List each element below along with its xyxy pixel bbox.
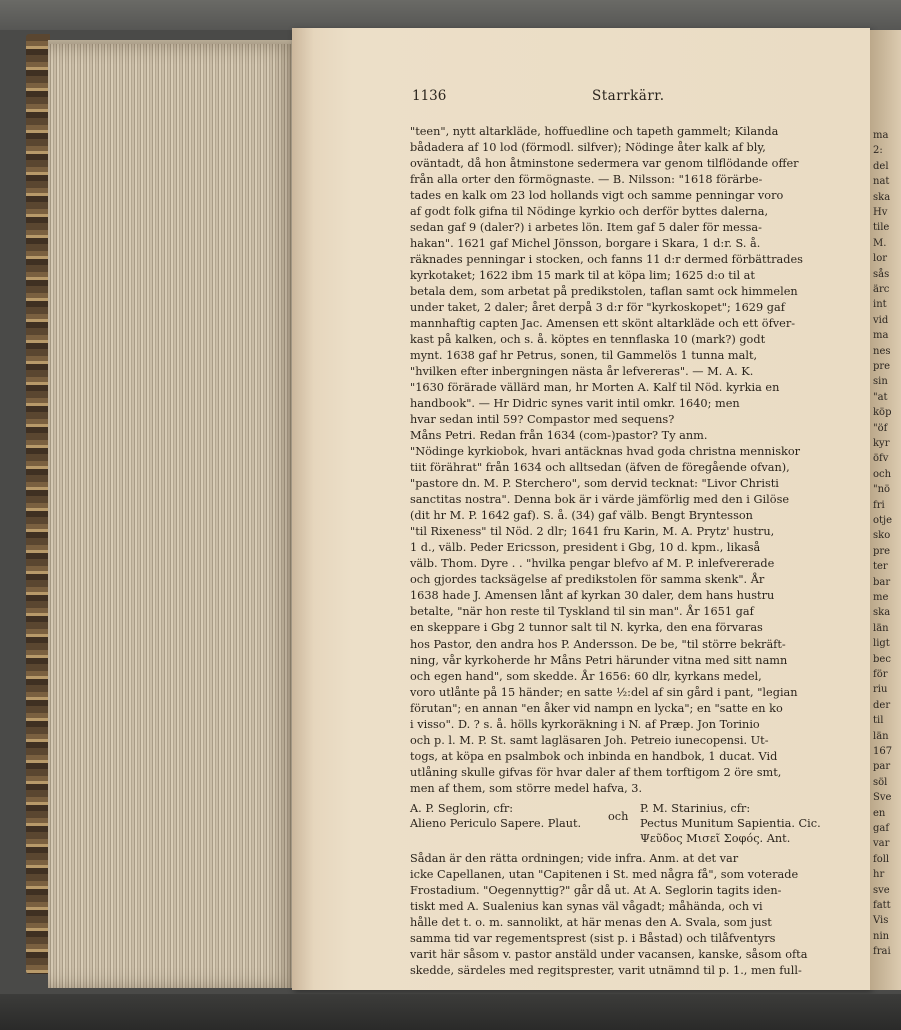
facing-page-fragment: "at [873, 391, 888, 403]
text-line: oväntadt, då hon åtminstone sedermera var genom tilflödande offer [410, 157, 799, 171]
facing-page-fragment: pre [873, 361, 891, 372]
paragraph-1 [410, 124, 840, 428]
text-line: i visso". D. ? s. å. hölls kyrkoräkning i N. af Præp. Jon Torinio [410, 717, 760, 731]
facing-page-fragment: nin [873, 930, 890, 942]
text-line: och p. l. M. P. St. samt lagläsaren Joh. Petreio iunecopensi. Ut- [410, 733, 769, 747]
motto-pair [410, 801, 840, 851]
text-line: Frostadium. "Oegennyttig?" går då ut. At A. Seglorin tagits iden- [410, 883, 782, 897]
facing-page-fragment: frai [873, 946, 891, 958]
text-line: "pastore dn. M. P. Sterchero", som dervid tecknat: "Livor Christi [410, 477, 779, 491]
text-line: "teen", nytt altarkläde, hoffuedline och tapeth gammelt; Kilanda [410, 125, 779, 138]
text-line: hakan". 1621 gaf Michel Jönsson, borgare i Skara, 1 d:r. S. å. [410, 237, 761, 251]
text-line: icke Capellanen, utan "Capitenen i St. med några få", som voterade [410, 867, 799, 881]
facing-page-fragment: me [873, 592, 889, 603]
text-line: "hvilken efter inbergningen nästa år lefvereras". — M. A. K. [410, 365, 754, 379]
facing-page-fragment: nat [873, 176, 890, 188]
text-line: voro utlånte på 15 händer; en satte ½:del af sin gård i pant, "legian [410, 685, 798, 699]
facing-page-fragment: til [873, 715, 884, 727]
facing-page-fragment: del [873, 160, 889, 172]
background-top [0, 0, 901, 30]
motto-right-greek: Ψεῦδος Μισεῖ Σοφός. Ant. [640, 831, 791, 845]
facing-page-fragment: för [873, 669, 888, 680]
motto-left [410, 801, 581, 831]
text-line: af godt folk gifna til Nödinge kyrkio och derför byttes dalerna, [410, 205, 769, 219]
running-head: Starrkärr. [592, 88, 665, 104]
background-bottom [0, 994, 901, 1030]
text-line: 1638 hade J. Amensen lånt af kyrkan 30 daler, dem hans hustru [410, 589, 775, 603]
text-line: varit här såsom v. pastor anstäld under vacansen, kanske, såsom ofta [410, 947, 808, 961]
facing-page-fragment: köp [873, 407, 892, 419]
motto-right-name: P. M. Starinius, cfr: [640, 801, 751, 815]
facing-page-fragment: ma [873, 330, 889, 342]
facing-page-fragment: ter [873, 561, 888, 573]
book-cover-edge [26, 34, 50, 974]
text-line: tades en kalk om 23 lod hollands vigt och samme penningar voro [410, 189, 784, 203]
facing-page-fragment: län [873, 622, 889, 634]
page-stack [48, 44, 296, 988]
text-line: hos Pastor, den andra hos P. Andersson. De be, "til större bekräft- [410, 637, 786, 651]
facing-page-fragment: fri [873, 499, 885, 511]
facing-page-fragment: öfv [873, 453, 889, 465]
facing-page-fragment: par [873, 761, 891, 773]
facing-page-fragment: int [873, 299, 887, 311]
facing-page-fragment: der [873, 699, 891, 711]
text-line: betala dem, som arbetat på predikstolen, taflan samt ock himmelen [410, 285, 798, 299]
facing-page-fragment: nes [873, 345, 891, 357]
motto-conjunction: och [608, 809, 629, 823]
text-line: mannhaftig capten Jac. Amensen ett skönt altarkläde och ett öfver- [410, 317, 796, 331]
text-line: "til Rixeness" til Nöd. 2 dlr; 1641 fru Karin, M. A. Prytz' hustru, [410, 525, 775, 539]
facing-page-fragment: ligt [873, 638, 890, 650]
text-line: tiit förährat" från 1634 och alltsedan (äfven de föregående ofvan), [410, 461, 790, 475]
facing-page-fragment: vid [873, 314, 889, 326]
text-line: sanctitas nostra". Denna bok är i värde jämförlig med den i Gilöse [410, 493, 790, 507]
text-line: och gjordes tacksägelse af predikstolen för samma skenk". År [410, 573, 765, 587]
text-line: hvar sedan intil 59? Compastor med sequens? [410, 413, 675, 427]
facing-page-fragment: fatt [873, 900, 891, 911]
facing-page-fragment: bar [873, 576, 891, 588]
facing-page-fragment: sås [873, 268, 890, 280]
facing-page-fragment: län [873, 730, 889, 742]
facing-page-fragment: var [873, 838, 890, 850]
facing-page-fragment: Hv [873, 207, 888, 218]
page-header [412, 88, 672, 106]
motto-right [640, 801, 821, 846]
text-line: bådadera af 10 lod (förmodl. silfver); Nödinge åter kalk af bly, [410, 141, 766, 155]
facing-page-fragment: och [873, 468, 892, 480]
text-line: en skeppare i Gbg 2 tunnor salt til N. kyrka, den ena förvaras [410, 621, 763, 635]
facing-page-edge [870, 30, 901, 990]
text-line: (dit hr M. P. 1642 gaf). S. å. (34) gaf välb. Bengt Bryntesson [410, 509, 753, 523]
facing-page-fragment: riu [873, 684, 888, 696]
facing-page-fragment: bec [873, 653, 891, 665]
text-line: från alla orter den förmögnaste. — B. Nilsson: "1618 förärbe- [410, 173, 763, 187]
facing-page-fragment: otje [873, 515, 893, 526]
facing-page-fragment: en [873, 807, 886, 819]
facing-page-fragment: 2: [873, 145, 883, 157]
text-line: mynt. 1638 gaf hr Petrus, sonen, til Gammelös 1 tunna malt, [410, 349, 758, 363]
facing-page-fragment: lor [873, 253, 887, 265]
paragraph-3 [410, 851, 840, 979]
text-line: förutan"; en annan "en åker vid nampn en lycka"; en "satte en ko [410, 701, 783, 715]
text-line: hålle det t. o. m. sannolikt, at här menas den A. Svala, som just [410, 915, 772, 929]
facing-page-fragment: ärc [873, 284, 890, 295]
motto-right-text: Pectus Munitum Sapientia. Cic. [640, 816, 821, 830]
text-line: räknades penningar i stocken, och fanns 11 d:r dermed förbättrades [410, 253, 803, 267]
text-line: men af them, som större medel hafva, 3. [410, 781, 643, 795]
page-number: 1136 [412, 88, 447, 104]
text-line: "1630 förärade vällärd man, hr Morten A. Kalf til Nöd. kyrkia en [410, 381, 780, 395]
facing-page-fragment: sko [873, 530, 891, 542]
facing-page-fragment: hr [873, 869, 885, 881]
motto-left-name: A. P. Seglorin, cfr: [410, 801, 514, 815]
text-line: betalte, "när hon reste til Tyskland til sin man". År 1651 gaf [410, 605, 754, 619]
facing-page-fragment: pre [873, 545, 891, 557]
text-line: skedde, särdeles med regitsprester, varit utnämnd til p. 1., men full- [410, 963, 802, 977]
text-line: och egen hand", som skedde. År 1656: 60 dlr, kyrkans medel, [410, 669, 762, 683]
page-body [410, 124, 840, 979]
facing-page-fragment: Sve [873, 792, 892, 804]
text-line: kyrkotaket; 1622 ibm 15 mark til at köpa lim; 1625 d:o til at [410, 269, 755, 283]
text-line: kast på kalken, och s. å. köptes en tennflaska 10 (mark?) godt [410, 333, 766, 347]
facing-page-fragment: tile [873, 222, 890, 234]
facing-page-fragment: söl [873, 776, 888, 788]
facing-page-fragment: foll [873, 853, 890, 865]
facing-page-fragment: "nö [873, 484, 891, 496]
text-line: Måns Petri. Redan från 1634 (com-)pastor? Ty anm. [410, 429, 708, 443]
text-line: togs, at köpa en psalmbok och inbinda en handbok, 1 ducat. Vid [410, 749, 778, 763]
text-line: handbook". — Hr Didric synes varit intil omkr. 1640; men [410, 397, 740, 411]
facing-page-fragment: kyr [873, 438, 890, 449]
text-line: utlåning skulle gifvas för hvar daler af them torftigom 2 öre smt, [410, 765, 782, 779]
facing-page-fragment: gaf [873, 823, 890, 834]
text-line: samma tid var regementsprest (sist p. i Båstad) och tilåfventyrs [410, 931, 776, 945]
facing-page-fragment: ska [873, 191, 891, 203]
facing-page-fragment: Vis [873, 915, 889, 927]
text-line: välb. Thom. Dyre . . "hvilka pengar blefvo af M. P. inlefvererade [410, 557, 775, 571]
paragraph-2 [410, 428, 840, 796]
motto-left-text: Alieno Periculo Sapere. Plaut. [410, 816, 582, 830]
facing-page-fragment: sve [873, 884, 890, 896]
facing-page-fragment: 167 [873, 746, 893, 757]
text-line: tiskt med A. Sualenius kan synas väl vågadt; måhända, och vi [410, 899, 763, 913]
text-line: 1 d., välb. Peder Ericsson, president i Gbg, 10 d. kpm., likaså [410, 541, 761, 555]
text-line: Sådan är den rätta ordningen; vide infra. Anm. at det var [410, 851, 739, 865]
facing-page-fragment: M. [873, 237, 887, 249]
text-line: ning, vår kyrkoherde hr Måns Petri härunder vitna med sitt namn [410, 653, 788, 667]
text-line: under taket, 2 daler; året derpå 3 d:r för "kyrkoskopet"; 1629 gaf [410, 301, 785, 315]
facing-page-fragment: ma [873, 130, 889, 141]
text-line: sedan gaf 9 (daler?) i arbetes lön. Item gaf 5 daler för messa- [410, 221, 762, 235]
facing-page-fragment: "öf [873, 422, 888, 434]
facing-page-fragment: sin [873, 376, 888, 388]
facing-page-fragment: ska [873, 607, 891, 619]
text-line: "Nödinge kyrkiobok, hvari antäcknas hvad goda christna menniskor [410, 445, 801, 459]
